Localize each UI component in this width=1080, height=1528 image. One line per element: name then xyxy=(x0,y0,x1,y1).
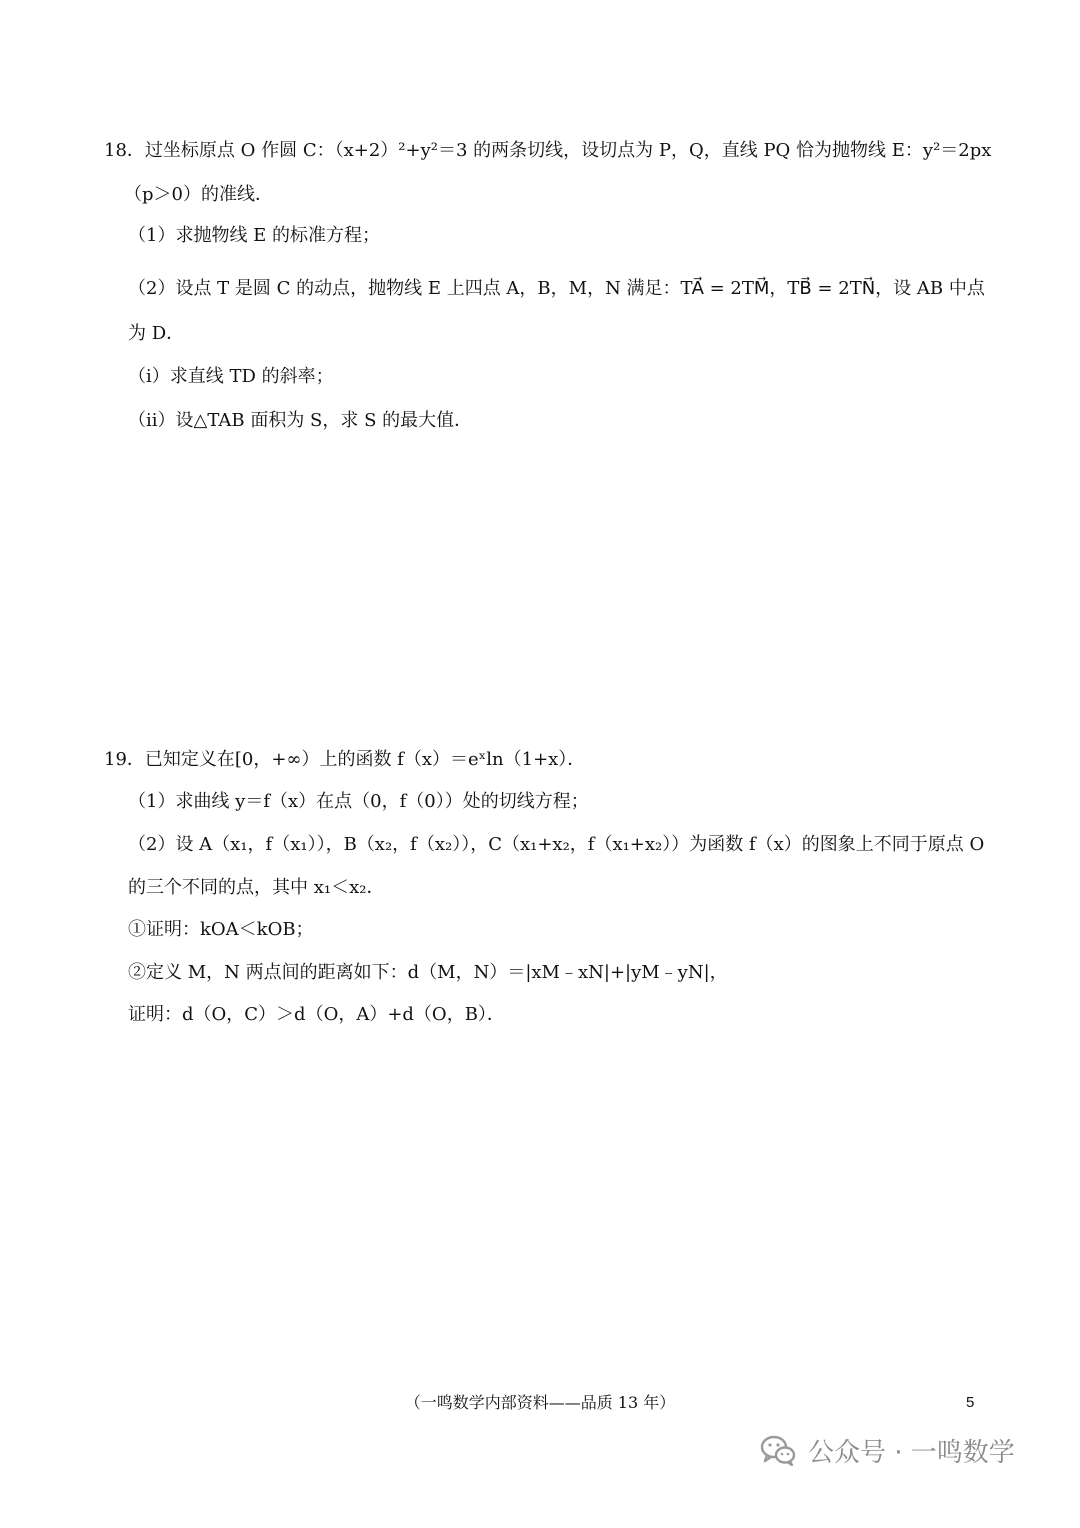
q18-part-2-ii: （ii）设△TAB 面积为 S，求 S 的最大值． xyxy=(128,410,473,431)
q19-part-2: （2）设 A（x₁，f（x₁）），B（x₂，f（x₂）），C（x₁+x₂，f（x₁+x₂））为函数 f（x）的图象上不同于原点 O xyxy=(128,834,985,855)
q18-line-1: 18．过坐标原点 O 作圆 C：（x+2）²+y²＝3 的两条切线，设切点为 P，Q，直线 PQ 恰为抛物线 E：y²＝2px xyxy=(104,140,992,161)
q19-part-2-proof-2: ②定义 M，N 两点间的距离如下：d（M，N）＝|xM﹣xN|+|yM﹣yN|， xyxy=(128,962,728,983)
q19-part-2-proof-1: ①证明：kOA＜kOB； xyxy=(128,919,314,940)
page-number: 5 xyxy=(966,1394,975,1411)
q18-part-1: （1）求抛物线 E 的标准方程； xyxy=(128,225,381,246)
q18-part-2: （2）设点 T 是圆 C 的动点，抛物线 E 上四点 A，B，M，N 满足：TA⃗ = 2TM⃗，TB⃗ = 2TN⃗，设 AB 中点 xyxy=(128,278,985,299)
q19-part-2-proof-2-cont: 证明：d（O，C）＞d（O，A）+d（O，B）． xyxy=(128,1004,505,1025)
q18-part-2-i: （i）求直线 TD 的斜率； xyxy=(128,366,334,387)
q19-part-2-cont: 的三个不同的点，其中 x₁＜x₂． xyxy=(128,877,385,898)
footer-note: （一鸣数学内部资料——品质 13 年） xyxy=(404,1393,676,1412)
q19-part-1: （1）求曲线 y＝f（x）在点（0，f（0））处的切线方程； xyxy=(128,791,589,812)
q18-part-2-cont: 为 D． xyxy=(128,323,185,344)
watermark xyxy=(758,1428,1015,1472)
q19-line-1: 19．已知定义在[0，+∞）上的函数 f（x）＝eˣln（1+x）． xyxy=(104,749,586,770)
wechat-icon xyxy=(758,1430,798,1470)
watermark-text: 公众号 · 一鸣数学 xyxy=(808,1437,1015,1468)
q18-line-2: （p＞0）的准线． xyxy=(124,184,273,205)
